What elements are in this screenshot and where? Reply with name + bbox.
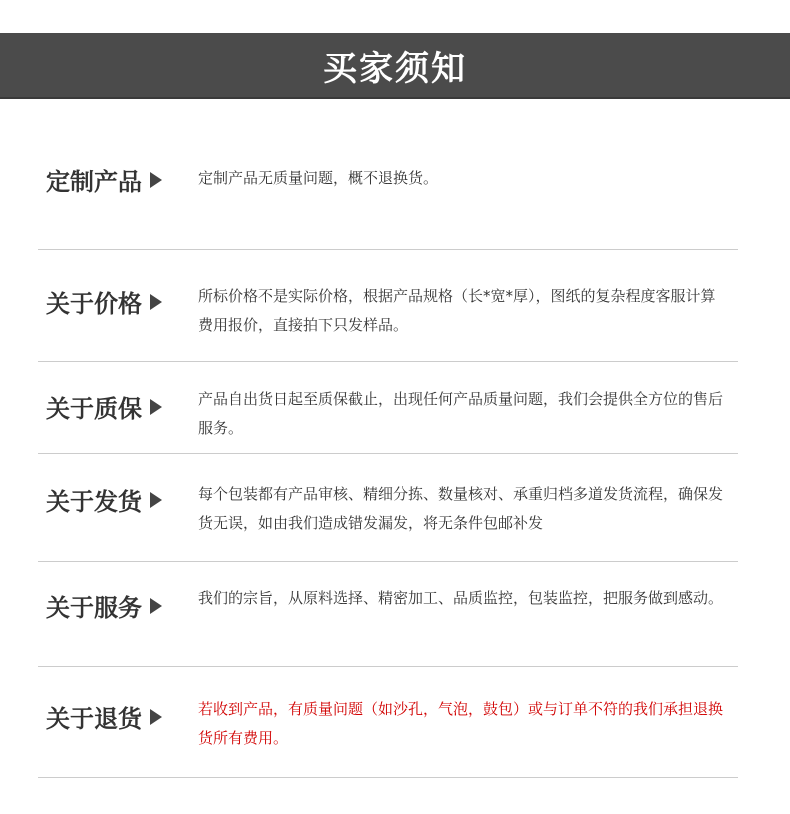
divider (38, 249, 738, 250)
divider (38, 561, 738, 562)
section-description: 我们的宗旨，从原料选择、精密加工、品质监控，包装监控，把服务做到感动。 (198, 589, 724, 607)
section-shipping (38, 480, 738, 540)
page-header (0, 33, 790, 99)
section-label (46, 162, 162, 197)
section-description: 产品自出货日起至质保截止，出现任何产品质量问题，我们会提供全方位的售后服务。 (198, 390, 724, 437)
section-label-text: 定制产品 (46, 168, 142, 196)
section-description: 定制产品无质量问题，概不退换货。 (198, 169, 439, 187)
triangle-right-icon (150, 709, 162, 725)
section-description-highlight: 若收到产品，有质量问题（如沙孔，气泡，鼓包）或与订单不符的我们承担退换货所有费用。 (198, 700, 724, 747)
page-title: 买家须知 (323, 48, 467, 89)
section-label (46, 284, 162, 319)
triangle-right-icon (150, 399, 162, 415)
divider (38, 666, 738, 667)
section-label-text: 关于价格 (46, 290, 142, 318)
section-description: 每个包装都有产品审核、精细分拣、数量核对、承重归档多道发货流程，确保发货无误，如由我们造成错发漏发，将无条件包邮补发 (198, 485, 724, 532)
section-label-text: 关于发货 (46, 488, 142, 516)
section-label-text: 关于质保 (46, 395, 142, 423)
section-label (46, 699, 162, 734)
section-price (38, 282, 738, 342)
section-description: 所标价格不是实际价格，根据产品规格（长*宽*厚），图纸的复杂程度客服计算费用报价，直接拍下只发样品。 (198, 287, 716, 334)
section-label (46, 482, 162, 517)
divider (38, 777, 738, 778)
section-label (46, 588, 162, 623)
section-label-text: 关于退货 (46, 705, 142, 733)
section-service (38, 584, 738, 644)
section-custom-product (38, 160, 738, 200)
triangle-right-icon (150, 294, 162, 310)
triangle-right-icon (150, 492, 162, 508)
section-label-text: 关于服务 (46, 594, 142, 622)
triangle-right-icon (150, 172, 162, 188)
divider (38, 361, 738, 362)
section-label (46, 389, 162, 424)
triangle-right-icon (150, 598, 162, 614)
section-warranty (38, 385, 738, 445)
divider (38, 453, 738, 454)
section-returns (38, 695, 738, 755)
